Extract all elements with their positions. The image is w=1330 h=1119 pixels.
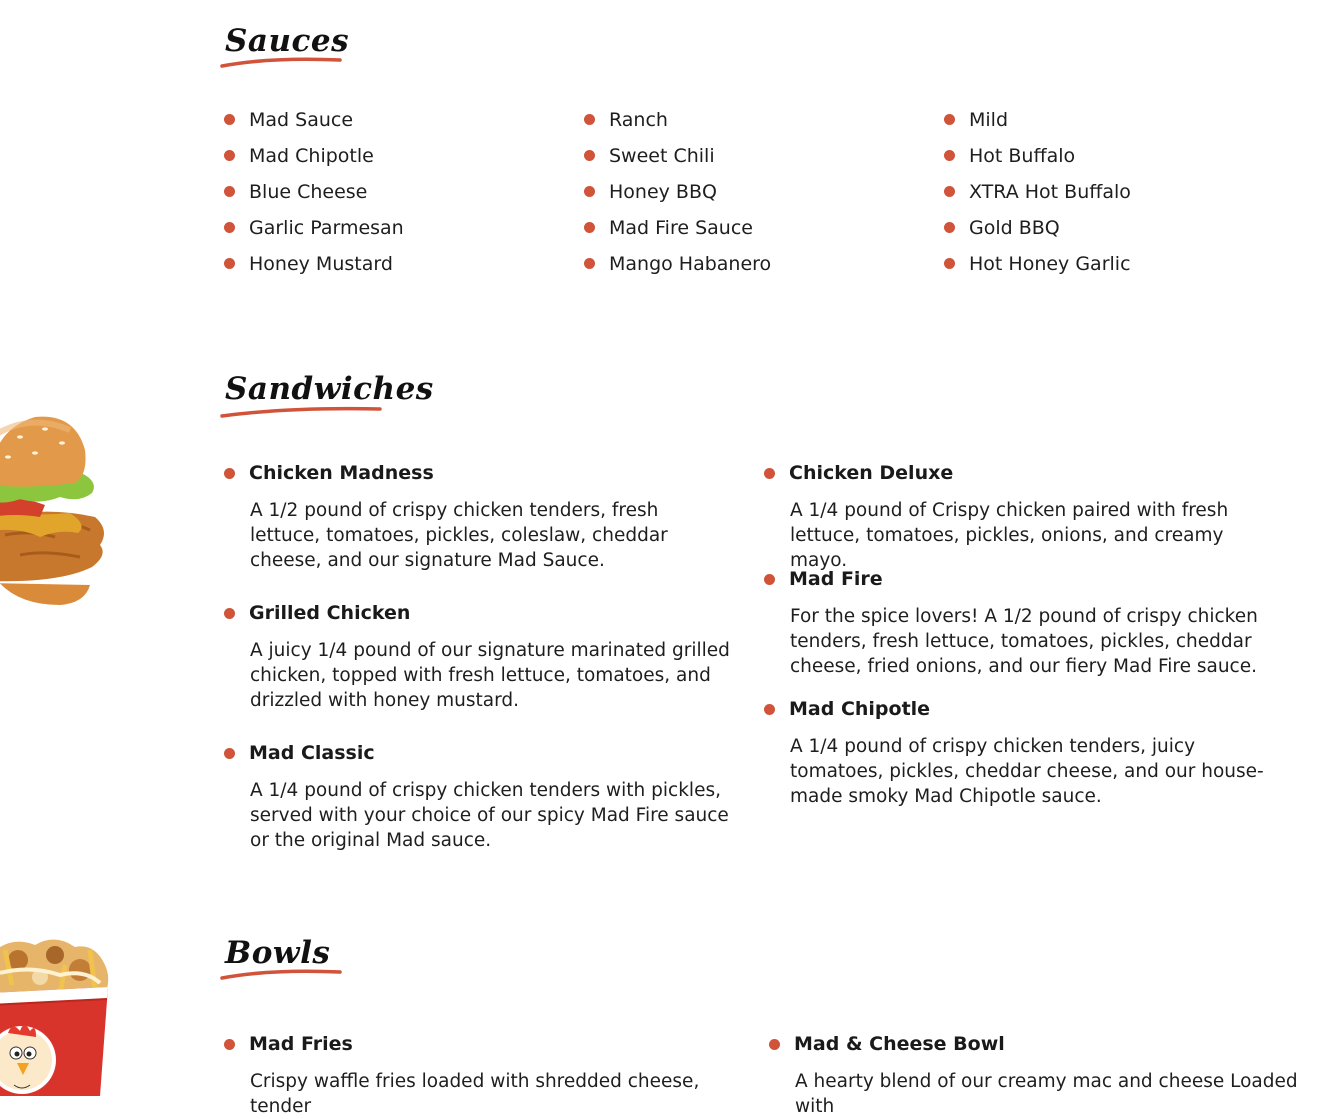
burger-image xyxy=(0,405,110,615)
sauce-item: Hot Honey Garlic xyxy=(944,248,1274,284)
bullet-dot xyxy=(224,468,235,479)
bullet-dot xyxy=(584,186,595,197)
item-name: Mad & Cheese Bowl xyxy=(794,1033,1005,1055)
sauce-item: Mad Chipotle xyxy=(224,140,554,176)
item-name: Mad Classic xyxy=(249,742,375,764)
sauce-list-column-3 xyxy=(944,104,1274,284)
sandwiches-heading-underline xyxy=(220,405,385,417)
bullet-dot xyxy=(944,222,955,233)
bullet-dot xyxy=(584,150,595,161)
bullet-dot xyxy=(944,150,955,161)
menu-item xyxy=(224,1033,730,1119)
bullet-dot xyxy=(764,574,775,585)
sandwiches-heading: Sandwiches xyxy=(225,371,434,407)
bullet-dot xyxy=(584,258,595,269)
item-description: A hearty blend of our creamy mac and cheese Loaded with xyxy=(795,1071,1298,1117)
bullet-dot xyxy=(944,186,955,197)
menu-item xyxy=(224,602,730,742)
bowls-heading: Bowls xyxy=(225,935,331,971)
sandwich-column-left xyxy=(224,462,730,882)
sauce-item: Blue Cheese xyxy=(224,176,554,212)
sandwich-column-right xyxy=(764,462,1270,828)
bullet-dot xyxy=(224,1039,235,1050)
bullet-dot xyxy=(944,258,955,269)
sauces-heading: Sauces xyxy=(225,23,350,59)
item-name: Chicken Deluxe xyxy=(789,462,954,484)
sauce-item: Mild xyxy=(944,104,1274,140)
menu-item xyxy=(224,742,730,882)
item-description: For the spice lovers! A 1/2 pound of crispy chicken tenders, fresh lettuce, tomatoes, pickles, cheddar cheese, fried onions, and our fiery Mad Fire sauce. xyxy=(790,606,1258,677)
menu-item xyxy=(764,698,1270,828)
bullet-dot xyxy=(224,150,235,161)
bullet-dot xyxy=(764,704,775,715)
item-description: A 1/4 pound of crispy chicken tenders with pickles, served with your choice of our spicy Mad Fire sauce or the original Mad sauce. xyxy=(250,780,729,851)
bowl-column-right xyxy=(769,1033,1309,1119)
item-name: Mad Fries xyxy=(249,1033,353,1055)
sauce-list-column-2 xyxy=(584,104,914,284)
bowls-heading-underline xyxy=(220,968,345,980)
menu-item xyxy=(224,462,730,602)
sauce-item: Mad Fire Sauce xyxy=(584,212,914,248)
item-description: Crispy waffle fries loaded with shredded cheese, tender xyxy=(250,1071,700,1117)
sauce-item: Mango Habanero xyxy=(584,248,914,284)
item-description: A 1/4 pound of Crispy chicken paired with fresh lettuce, tomatoes, pickles, onions, and creamy mayo. xyxy=(790,500,1229,571)
sauce-item: Mad Sauce xyxy=(224,104,554,140)
bullet-dot xyxy=(224,222,235,233)
bullet-dot xyxy=(584,222,595,233)
bullet-dot xyxy=(764,468,775,479)
menu-item xyxy=(769,1033,1309,1119)
sauces-heading-underline xyxy=(220,56,345,68)
sauce-list-column-1 xyxy=(224,104,554,284)
item-name: Grilled Chicken xyxy=(249,602,411,624)
sauce-item: Ranch xyxy=(584,104,914,140)
menu-item xyxy=(764,568,1270,698)
bullet-dot xyxy=(224,186,235,197)
bowl-column-left xyxy=(224,1033,730,1119)
item-name: Mad Chipotle xyxy=(789,698,931,720)
bullet-dot xyxy=(224,114,235,125)
item-name: Chicken Madness xyxy=(249,462,434,484)
bullet-dot xyxy=(224,748,235,759)
sauce-item: Honey Mustard xyxy=(224,248,554,284)
item-description: A 1/4 pound of crispy chicken tenders, juicy tomatoes, pickles, cheddar cheese, and our house-made smoky Mad Chipotle sauce. xyxy=(790,736,1264,807)
sauce-item: Honey BBQ xyxy=(584,176,914,212)
item-name: Mad Fire xyxy=(789,568,883,590)
sauce-item: XTRA Hot Buffalo xyxy=(944,176,1274,212)
menu-item xyxy=(764,462,1270,571)
bullet-dot xyxy=(224,608,235,619)
bullet-dot xyxy=(224,258,235,269)
sauce-item: Gold BBQ xyxy=(944,212,1274,248)
item-description: A juicy 1/4 pound of our signature marinated grilled chicken, topped with fresh lettuce, tomatoes, and drizzled with honey mustard. xyxy=(250,640,730,711)
item-description: A 1/2 pound of crispy chicken tenders, fresh lettuce, tomatoes, pickles, coleslaw, cheddar cheese, and our signature Mad Sauce. xyxy=(250,500,668,571)
sauce-item: Hot Buffalo xyxy=(944,140,1274,176)
sauce-item: Sweet Chili xyxy=(584,140,914,176)
sauce-item: Garlic Parmesan xyxy=(224,212,554,248)
fries-bucket-image xyxy=(0,935,112,1096)
bullet-dot xyxy=(769,1039,780,1050)
bullet-dot xyxy=(584,114,595,125)
bullet-dot xyxy=(944,114,955,125)
